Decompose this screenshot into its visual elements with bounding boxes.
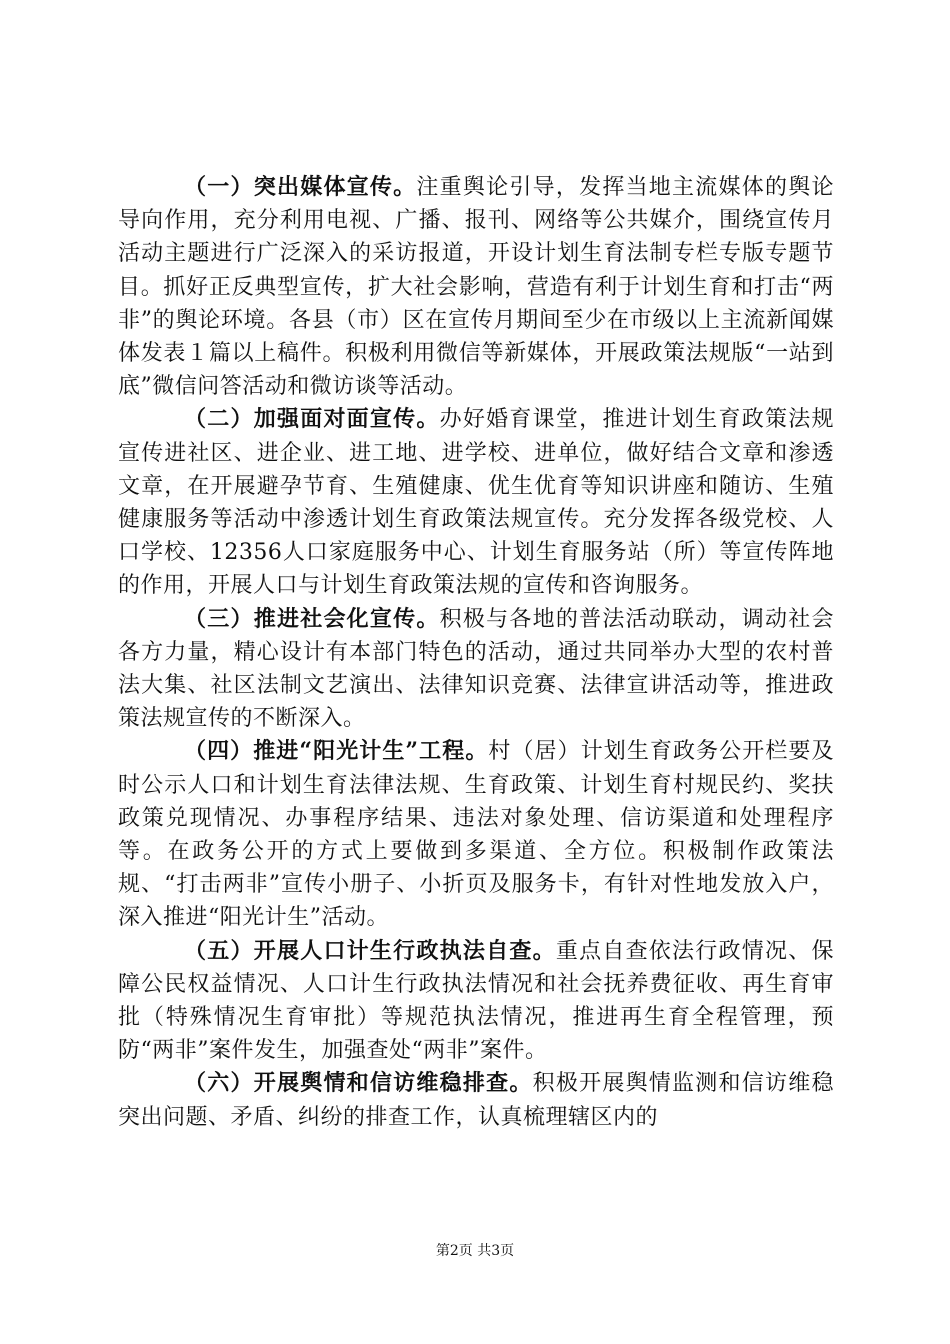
paragraph-text: 积极与各地的普法活动联动，调动社会各方力量，精心设计有本部门特色的活动，通过共同举办大型的农村普法大集、社区法制文艺演出、法律知识竞赛、法律宣讲活动等，推进政策法规宣传的不断深入。 [118, 606, 834, 732]
paragraph-heading: （五）开展人口计生行政执法自查。 [184, 937, 556, 964]
paragraph-text: 办好婚育课堂，推进计划生育政策法规宣传进社区、进企业、进工地、进学校、进单位，做好结合文章和渗透文章，在开展避孕节育、生殖健康、优生优育等知识讲座和随访、生殖健康服务等活动中渗透计划生育政策法规宣传。充分发挥各级党校、人口学校、12356人口家庭服务中心、计划生育服务站（所）等宣传阵地的作用，开展人口与计划生育政策法规的宣传和咨询服务。 [118, 407, 834, 599]
paragraph-heading: （六）开展舆情和信访维稳排查。 [184, 1070, 533, 1097]
paragraph-heading: （三）推进社会化宣传。 [184, 605, 440, 632]
paragraph-5 [118, 935, 834, 1068]
paragraph-text: 注重舆论引导，发挥当地主流媒体的舆论导向作用，充分利用电视、广播、报刊、网络等公共媒介，围绕宣传月活动主题进行广泛深入的采访报道，开设计划生育法制专栏专版专题节目。抓好正反典型宣传，扩大社会影响，营造有利于计划生育和打击“两非”的舆论环境。各县（市）区在宣传月期间至少在市级以上主流新闻媒体发表１篇以上稿件。积极利用微信等新媒体，开展政策法规版“一站到底”微信问答活动和微访谈等活动。 [118, 175, 834, 400]
paragraph-text: 村（居）计划生育政务公开栏要及时公示人口和计划生育法律法规、生育政策、计划生育村规民约、奖扶政策兑现情况、办事程序结果、违法对象处理、信访渠道和处理程序等。在政务公开的方式上要做到多渠道、全方位。积极制作政策法规、“打击两非”宣传小册子、小折页及服务卡，有针对性地发放入户，深入推进“阳光计生”活动。 [118, 739, 834, 931]
paragraph-6 [118, 1067, 834, 1133]
paragraph-3 [118, 603, 834, 736]
paragraph-1 [118, 171, 834, 403]
paragraph-heading: （二）加强面对面宣传。 [184, 406, 440, 433]
paragraph-text: 重点自查依法行政情况、保障公民权益情况、人口计生行政执法情况和社会抚养费征收、再生育审批（特殊情况生育审批）等规范执法情况，推进再生育全程管理，预防“两非”案件发生，加强查处“两非”案件。 [118, 938, 834, 1064]
page-footer [0, 1241, 950, 1261]
paragraph-text: 积极开展舆情监测和信访维稳突出问题、矛盾、纠纷的排查工作，认真梳理辖区内的 [118, 1071, 834, 1130]
paragraph-heading: （四）推进“阳光计生”工程。 [184, 738, 489, 765]
document-body [118, 171, 834, 1134]
paragraph-heading: （一）突出媒体宣传。 [184, 174, 417, 200]
paragraph-2 [118, 403, 834, 602]
paragraph-4 [118, 735, 834, 934]
page-number-label: 第2页 共3页 [435, 1243, 515, 1259]
